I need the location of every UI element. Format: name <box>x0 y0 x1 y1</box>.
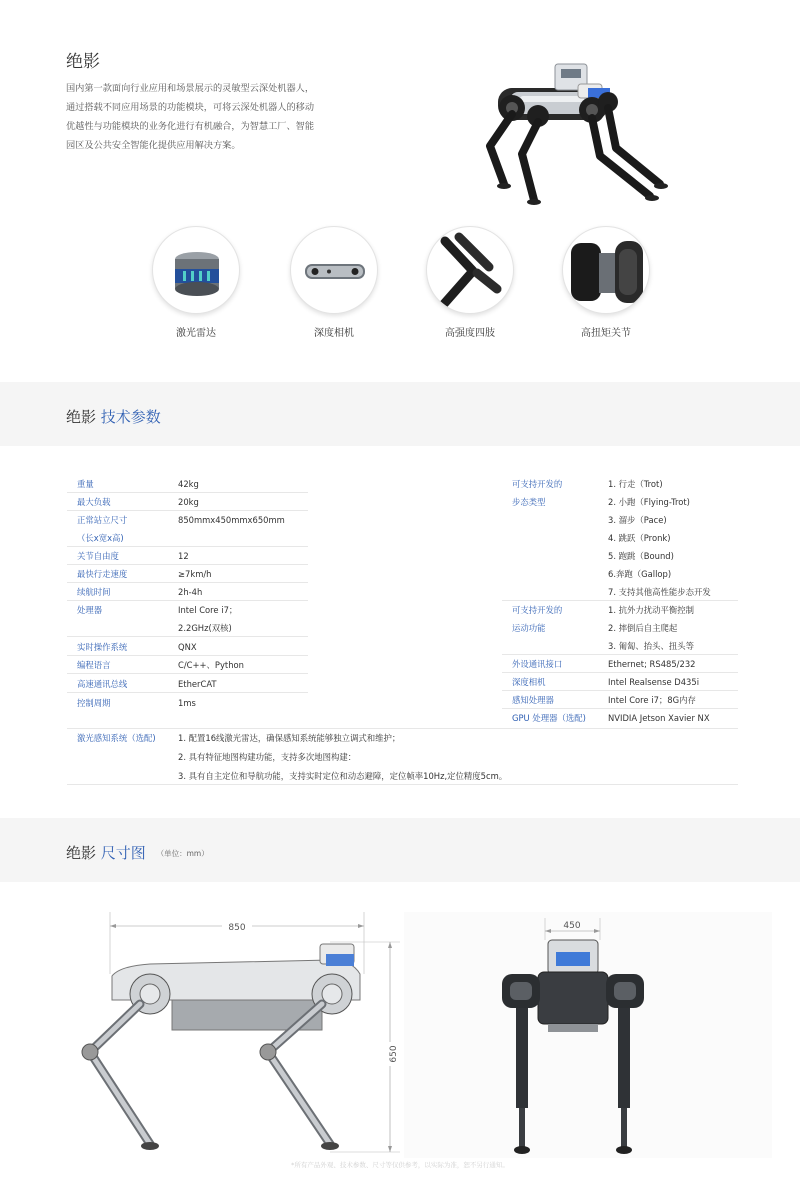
spec-key: 高速通讯总线 <box>77 679 128 689</box>
dimension-section-header <box>0 818 800 882</box>
spec-row <box>67 601 308 619</box>
spec-value: 42kg <box>178 479 199 489</box>
side-view-drawing <box>82 912 400 1152</box>
limb-icon <box>426 226 514 314</box>
spec-key: 控制周期 <box>77 698 111 708</box>
spec-value: ≥7km/h <box>178 569 212 579</box>
spec-value: C/C++、Python <box>178 660 244 670</box>
spec-row-continued <box>502 547 738 565</box>
feature-limb <box>424 226 516 339</box>
spec-row <box>502 475 738 493</box>
spec-key-continued: 运动功能 <box>512 623 546 633</box>
intro-section <box>0 0 800 380</box>
spec-value: 12 <box>178 551 189 561</box>
spec-row-continued <box>502 637 738 655</box>
spec-row-continued <box>67 529 308 547</box>
spec-row <box>502 673 738 691</box>
spec-value: EtherCAT <box>178 679 217 689</box>
spec-value: 20kg <box>178 497 199 507</box>
spec-key: 最快行走速度 <box>77 569 128 579</box>
spec-key-continued: （长x宽x高) <box>77 533 124 543</box>
feature-joint <box>560 226 652 339</box>
spec-value: 5. 跑跳（Bound) <box>608 551 674 561</box>
section-title-highlight: 技术参数 <box>100 408 161 426</box>
spec-row <box>67 493 308 511</box>
spec-value: 2h-4h <box>178 587 203 597</box>
spec-key: 可支持开发的 <box>512 605 563 615</box>
spec-value: Intel Realsense D435i <box>608 677 700 687</box>
unit-note: （单位：mm） <box>156 849 209 858</box>
spec-row <box>67 675 308 693</box>
spec-row <box>67 694 308 712</box>
spec-value: 3. 溜步（Pace) <box>608 515 667 525</box>
laser-spec-row <box>67 729 738 785</box>
spec-row-continued <box>502 529 738 547</box>
width-label: 450 <box>563 921 581 931</box>
spec-row <box>502 601 738 619</box>
front-view-drawing <box>404 912 772 1158</box>
spec-key-continued: 步态类型 <box>512 497 546 507</box>
lidar-icon <box>152 226 240 314</box>
footnote: *所有产品外观、技术参数、尺寸等仅供参考，以实际为准，恕不另行通知。 <box>291 1161 509 1169</box>
spec-key: 感知处理器 <box>512 695 554 705</box>
spec-key: GPU 处理器（选配) <box>512 713 586 723</box>
spec-value: 1. 行走（Trot) <box>608 479 663 489</box>
section-prefix: 绝影 <box>66 844 97 862</box>
spec-value: 6.奔跑（Gallop) <box>608 569 672 579</box>
spec-key: 续航时间 <box>77 587 111 597</box>
spec-key: 外设通讯接口 <box>512 659 563 669</box>
spec-value: 850mmx450mmx650mm <box>178 515 285 525</box>
spec-value: 3. 具有自主定位和导航功能，支持实时定位和动态避障，定位帧率10Hz,定位精度5cm。 <box>178 771 508 781</box>
spec-row-continued <box>502 565 738 583</box>
spec-key: 实时操作系统 <box>77 642 128 652</box>
spec-row <box>502 655 738 673</box>
spec-key: 重量 <box>77 479 94 489</box>
spec-key: 可支持开发的 <box>512 479 563 489</box>
spec-row <box>67 656 308 674</box>
spec-value: Intel Core i7； <box>178 605 238 615</box>
dimension-drawings <box>0 882 800 1182</box>
feature-list <box>150 226 660 346</box>
spec-row-continued <box>502 493 738 511</box>
spec-value: QNX <box>178 642 197 652</box>
section-title <box>66 406 161 427</box>
product-title: 绝影 <box>66 52 100 72</box>
feature-label: 高扭矩关节 <box>581 328 631 339</box>
depth-camera-icon <box>290 226 378 314</box>
spec-value: 2. 小跑（Flying-Trot) <box>608 497 690 507</box>
spec-key: 处理器 <box>77 605 103 615</box>
spec-value: 3. 匍匐、抬头、扭头等 <box>608 641 695 651</box>
spec-table <box>0 446 800 808</box>
spec-value: 7. 支持其他高性能步态开发 <box>608 587 711 597</box>
spec-value: 4. 跳跃（Pronk) <box>608 533 671 543</box>
spec-row-continued <box>502 583 738 601</box>
spec-row-continued <box>502 619 738 637</box>
spec-row <box>502 709 738 727</box>
feature-lidar <box>150 226 242 339</box>
feature-depth-camera <box>288 226 380 339</box>
joint-icon <box>562 226 650 314</box>
height-label: 650 <box>389 1045 399 1063</box>
spec-value: 2. 具有特征地图构建功能，支持多次地图构建： <box>178 752 357 762</box>
robot-dog-image <box>460 58 670 218</box>
spec-row <box>67 511 308 529</box>
section-prefix: 绝影 <box>66 408 97 426</box>
spec-key: 编程语言 <box>77 660 111 670</box>
feature-label: 高强度四肢 <box>445 328 495 339</box>
spec-row <box>67 583 308 601</box>
spec-section-header <box>0 382 800 446</box>
spec-key: 关节自由度 <box>77 551 119 561</box>
spec-row-continued <box>502 511 738 529</box>
feature-label: 深度相机 <box>314 328 354 339</box>
spec-row <box>67 547 308 565</box>
spec-value: NVIDIA Jetson Xavier NX <box>608 713 710 723</box>
spec-value: 1. 抗外力扰动平衡控制 <box>608 605 695 615</box>
section-title-highlight: 尺寸图 <box>100 844 146 862</box>
spec-row <box>502 691 738 709</box>
feature-label: 激光雷达 <box>176 328 216 339</box>
length-label: 850 <box>228 923 246 933</box>
spec-value: Intel Core i7；8G内存 <box>608 695 696 705</box>
product-description: 国内第一款面向行业应用和场景展示的灵敏型云深处机器人，通过搭载不同应用场景的功能模块，可将云深处机器人的移动优越性与功能模块的业务化进行有机融合，为智慧工厂、智能园区及公共安全智能化提供应用解决方案。 <box>66 83 315 151</box>
dimension-svg <box>0 882 800 1162</box>
spec-row <box>67 638 308 656</box>
spec-key: 正常站立尺寸 <box>77 515 128 525</box>
spec-key: 深度相机 <box>512 677 546 687</box>
section-title <box>66 842 209 863</box>
spec-row <box>67 475 308 493</box>
spec-value: 1ms <box>178 698 196 708</box>
spec-value: 1. 配置16线激光雷达，确保感知系统能够独立调式和维护； <box>178 733 401 743</box>
spec-row-continued <box>67 619 308 637</box>
spec-value: Ethernet; RS485/232 <box>608 659 696 669</box>
spec-value: 2. 摔倒后自主爬起 <box>608 623 678 633</box>
spec-key: 最大负载 <box>77 497 111 507</box>
spec-value: 2.2GHz(双核) <box>178 623 232 633</box>
spec-key: 激光感知系统（选配) <box>77 733 156 743</box>
spec-row <box>67 565 308 583</box>
